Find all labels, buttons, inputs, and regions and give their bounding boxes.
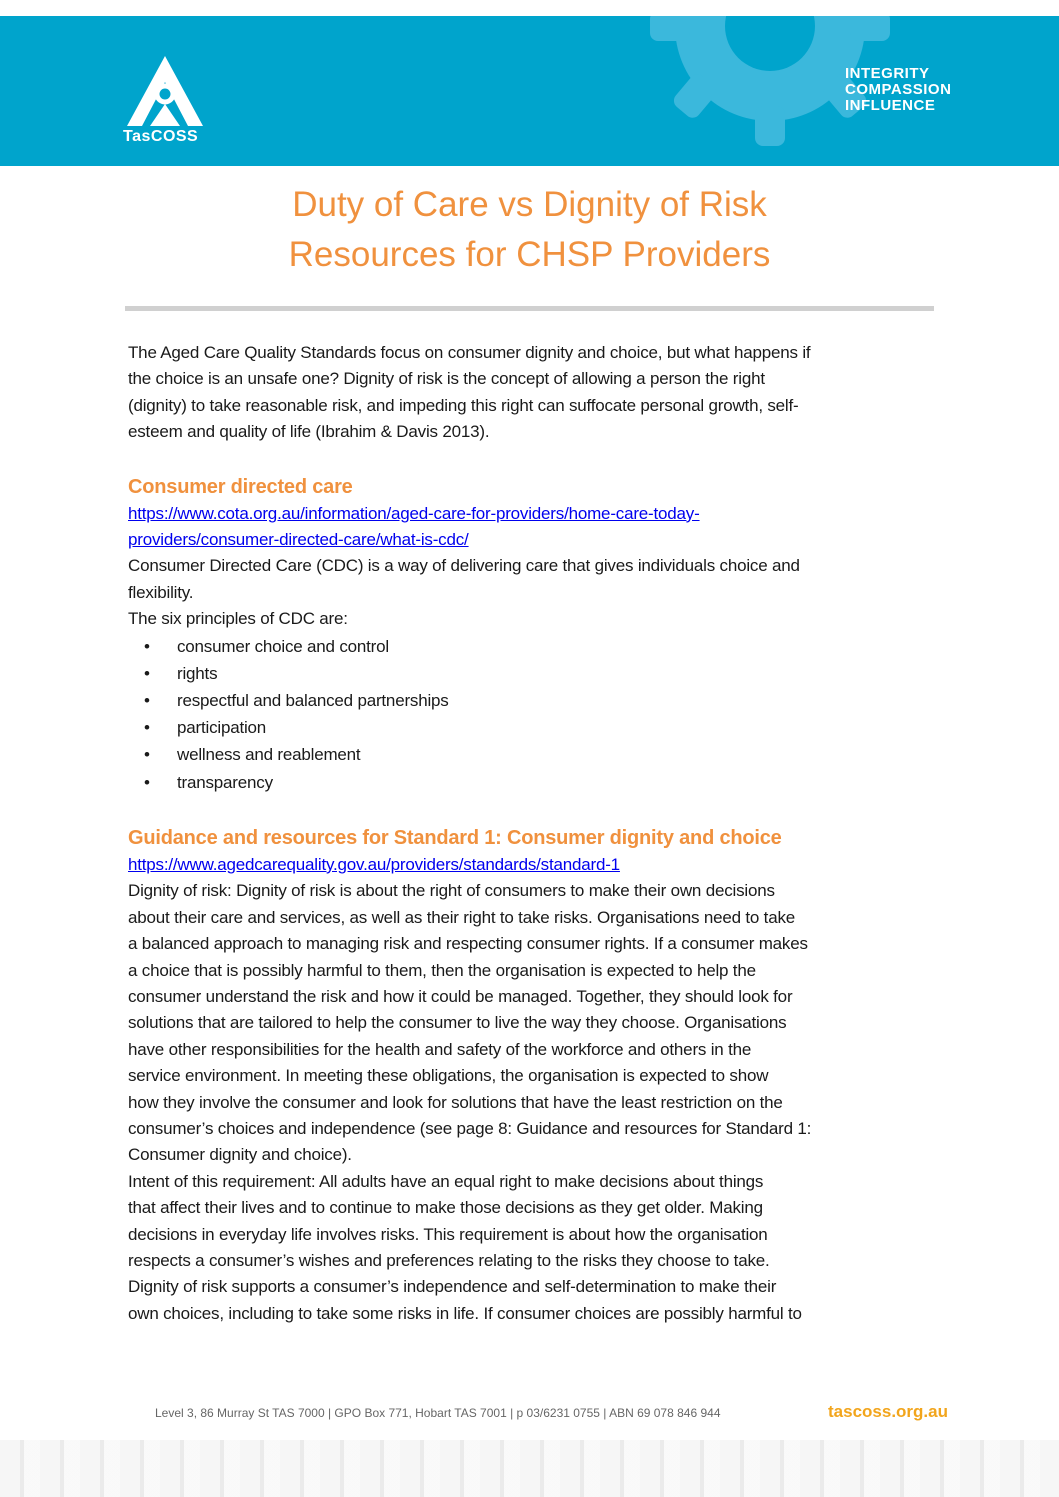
divider <box>125 306 934 311</box>
page-title <box>0 180 1059 280</box>
tagline <box>845 66 951 114</box>
cota-link[interactable] <box>128 501 948 554</box>
link-line[interactable]: providers/consumer-directed-care/what-is-cdc/ <box>128 530 469 550</box>
text-line: solutions that are tailored to help the consumer to live the way they choose. Organisations <box>128 1013 787 1033</box>
text-line: Consumer Directed Care (CDC) is a way of delivering care that gives individuals choice and <box>128 556 800 576</box>
tagline-line: INTEGRITY <box>845 65 930 82</box>
text-line: flexibility. <box>128 582 194 602</box>
header-banner <box>0 16 1059 166</box>
title-line: Duty of Care vs Dignity of Risk <box>292 185 767 224</box>
text-line: respects a consumer’s wishes and preferences relating to the risks they choose to take. <box>128 1250 770 1270</box>
list-item: • transparency <box>128 769 948 796</box>
text-line: Dignity of risk supports a consumer’s independence and self-determination to make their <box>128 1277 777 1297</box>
tascoss-logo-icon <box>120 54 210 164</box>
text-line: a balanced approach to managing risk and respecting consumer rights. If a consumer makes <box>128 934 808 954</box>
text-line: have other responsibilities for the health and safety of the workforce and others in the <box>128 1039 752 1059</box>
standard-1-link[interactable]: https://www.agedcarequality.gov.au/providers/standards/standard-1 <box>128 854 620 874</box>
section-heading: Consumer directed care <box>128 475 353 498</box>
text-line: decisions in everyday life involves risks. This requirement is about how the organisation <box>128 1224 768 1244</box>
text-line: The six principles of CDC are: <box>128 609 348 629</box>
text-line: how they involve the consumer and look for solutions that have the least restriction on the <box>128 1092 783 1112</box>
text-line: consumer’s choices and independence (see page 8: Guidance and resources for Standard 1: <box>128 1118 812 1138</box>
list-item: • rights <box>128 660 948 687</box>
tagline-line: INFLUENCE <box>845 97 936 114</box>
title-line: Resources for CHSP Providers <box>288 235 771 274</box>
text-line: Consumer dignity and choice). <box>128 1145 352 1165</box>
footer-address: Level 3, 86 Murray St TAS 7000 | GPO Box 771, Hobart TAS 7001 | p 03/6231 0755 | ABN 69 078 846 944 <box>155 1406 721 1420</box>
cdc-principles-list <box>128 633 948 796</box>
tagline-line: COMPASSION <box>845 81 952 98</box>
text-line: (dignity) to take reasonable risk, and impeding this right can suffocate personal growth, self- <box>128 395 799 415</box>
list-item: • participation <box>128 714 948 741</box>
intro-paragraph <box>128 340 948 446</box>
footer-website[interactable]: tascoss.org.au <box>828 1402 948 1421</box>
text-line: The Aged Care Quality Standards focus on consumer dignity and choice, but what happens if <box>128 343 811 362</box>
document-body <box>128 340 948 1327</box>
text-line: consumer understand the risk and how it could be managed. Together, they should look for <box>128 986 793 1006</box>
text-line: esteem and quality of life (Ibrahim & Davis 2013). <box>128 422 490 442</box>
text-line: Intent of this requirement: All adults have an equal right to make decisions about things <box>128 1171 764 1191</box>
section-heading: Guidance and resources for Standard 1: Consumer dignity and choice <box>128 826 782 849</box>
text-line: service environment. In meeting these obligations, the organisation is expected to show <box>128 1066 769 1086</box>
text-line: a choice that is possibly harmful to them, then the organisation is expected to help the <box>128 960 756 980</box>
text-line: the choice is an unsafe one? Dignity of risk is the concept of allowing a person the right <box>128 369 765 389</box>
footer-texture <box>0 1440 1059 1497</box>
text-line: about their care and services, as well as their right to take risks. Organisations need to take <box>128 907 796 927</box>
list-item: • respectful and balanced partnerships <box>128 687 948 714</box>
text-line: that affect their lives and to continue to make those decisions as they get older. Making <box>128 1198 763 1218</box>
list-item: • consumer choice and control <box>128 633 948 660</box>
logo-text: TasCOSS <box>123 128 199 145</box>
standard-1-paragraph <box>128 878 948 1327</box>
text-line: Dignity of risk: Dignity of risk is about the right of consumers to make their own decisions <box>128 881 775 901</box>
list-item: • wellness and reablement <box>128 741 948 768</box>
link-line[interactable]: https://www.cota.org.au/information/aged-care-for-providers/home-care-today- <box>128 503 700 523</box>
text-line: own choices, including to take some risks in life. If consumer choices are possibly harmful to <box>128 1303 802 1323</box>
